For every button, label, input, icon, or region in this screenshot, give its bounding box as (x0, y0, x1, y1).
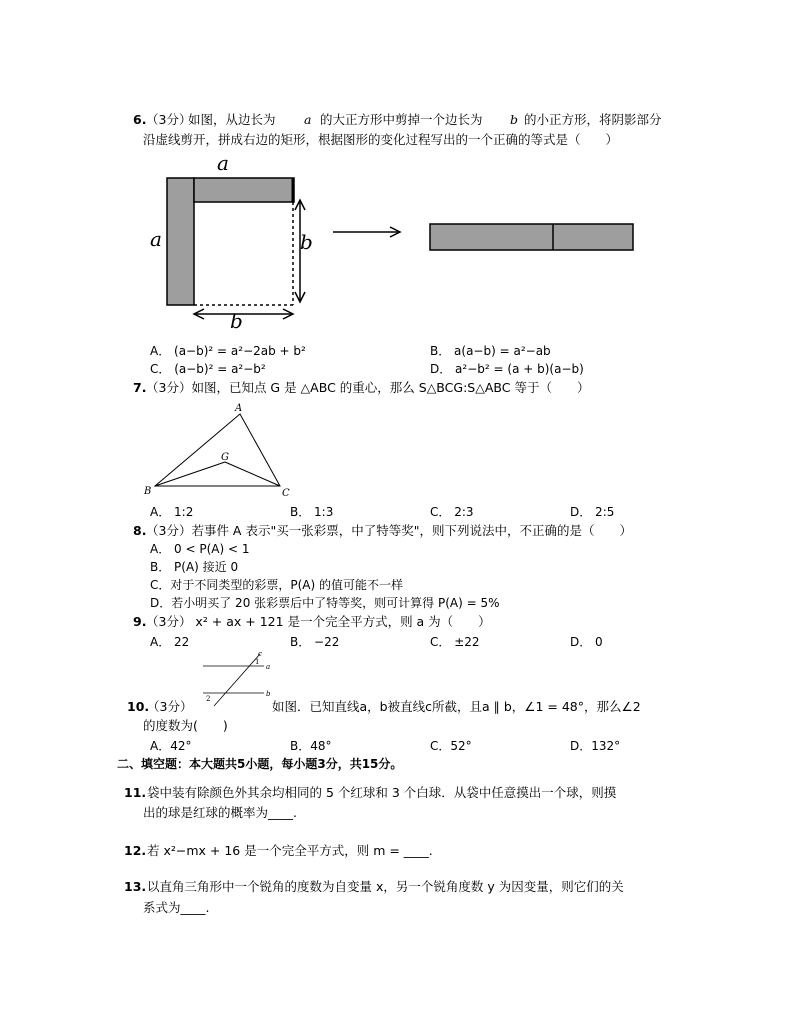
q6-option-a[interactable]: A． (a−b)² = a²−2ab + b² (150, 344, 306, 358)
q9-option-a[interactable]: A． 22 (150, 635, 190, 649)
q6-label-a-left: a (150, 227, 162, 251)
q6-label-b-bottom: b (230, 309, 243, 330)
q8-option-a[interactable]: A． 0 < P(A) < 1 (150, 542, 250, 556)
q10-option-a[interactable]: A．42° (150, 739, 192, 753)
q13-number: 13. (124, 879, 147, 894)
q9-option-d[interactable]: D． 0 (570, 635, 603, 649)
q10-text: 如图．已知直线a，b被直线c所截，且a ∥ b，∠1 = 48°，那么∠2 (272, 699, 641, 714)
q13-line1: 以直角三角形中一个锐角的度数为自变量 x，另一个锐角度数 y 为因变量，则它们的关 (147, 879, 624, 894)
q6-shaded-left-strip (167, 178, 194, 305)
q6-square-figure (140, 150, 660, 330)
q6-number: 6. (133, 112, 147, 127)
section-2-title: 二、填空题：本大题共5小题，每小题3分，共15分。 (117, 757, 403, 771)
q10-number: 10. (127, 699, 150, 714)
q7-number: 7. (133, 380, 147, 395)
q13-line2[interactable]: 系式为____. (143, 900, 210, 915)
q10-label-a: a (266, 663, 271, 671)
q10-label-1: 1 (255, 658, 260, 666)
q7-text: （3分）如图，已知点 G 是 △ABC 的重心，那么 S△BCG:S△ABC 等于（ ） (146, 380, 590, 395)
q10-text-line2: 的度数为( ) (143, 718, 228, 733)
q10-option-b[interactable]: B．48° (290, 739, 332, 753)
q6-text-line2: 沿虚线剪开，拼成右边的矩形，根据图形的变化过程写出的一个正确的等式是（ ） (143, 132, 619, 147)
q10-option-d[interactable]: D．132° (570, 739, 621, 753)
q7-triangle-figure (140, 398, 310, 500)
q9-option-c[interactable]: C． ±22 (430, 635, 480, 649)
q7-label-g: G (221, 452, 229, 463)
q6-option-d[interactable]: D． a²−b² = (a + b)(a−b) (430, 362, 584, 376)
q11-number: 11. (124, 785, 147, 800)
q8-option-d[interactable]: D．若小明买了 20 张彩票后中了特等奖，则可计算得 P(A) = 5% (150, 596, 500, 610)
q8-option-b[interactable]: B． P(A) 接近 0 (150, 560, 239, 574)
q6-label-b-right: b (300, 230, 313, 254)
q6-shaded-top-strip (194, 178, 294, 202)
q7-label-c: C (282, 488, 290, 499)
q6-var-b: b (510, 112, 519, 127)
q8-text: （3分）若事件 A 表示"买一张彩票，中了特等奖"，则下列说法中，不正确的是（ ） (146, 523, 632, 538)
q6-option-c[interactable]: C． (a−b)² = a²−b² (150, 362, 266, 376)
q7-option-d[interactable]: D． 2:5 (570, 505, 615, 519)
q6-var-a: a (304, 112, 312, 127)
q6-score: （3分） (146, 112, 192, 127)
q12-text[interactable]: 若 x²−mx + 16 是一个完全平方式，则 m = ____. (147, 843, 433, 858)
q9-text: （3分） x² + ax + 121 是一个完全平方式，则 a 为（ ） (146, 614, 491, 629)
q11-line1: 袋中装有除颜色外其余均相同的 5 个红球和 3 个白球．从袋中任意摸出一个球，则摸 (147, 785, 617, 800)
q6-rectangle-result (430, 224, 633, 250)
q6-text-1: 如图，从边长为 (188, 112, 276, 127)
q12-number: 12. (124, 843, 147, 858)
q10-score: （3分） (147, 699, 193, 714)
q6-text-3: 的小正方形，将阴影部分 (524, 112, 662, 127)
q10-label-c: c (258, 650, 262, 658)
q7-label-a: A (235, 403, 243, 414)
q6-label-a-top: a (217, 151, 229, 175)
q7-option-c[interactable]: C． 2:3 (430, 505, 474, 519)
q9-number: 9. (133, 614, 147, 629)
q10-parallel-lines-figure (200, 650, 280, 710)
q9-option-b[interactable]: B． −22 (290, 635, 340, 649)
q8-number: 8. (133, 523, 147, 538)
q7-option-a[interactable]: A． 1:2 (150, 505, 194, 519)
q10-label-b: b (266, 690, 271, 698)
q8-option-c[interactable]: C．对于不同类型的彩票，P(A) 的值可能不一样 (150, 578, 404, 592)
q7-option-b[interactable]: B． 1:3 (290, 505, 334, 519)
q6-option-b[interactable]: B． a(a−b) = a²−ab (430, 344, 551, 358)
q10-option-c[interactable]: C．52° (430, 739, 472, 753)
q11-line2[interactable]: 出的球是红球的概率为____. (143, 805, 297, 820)
q6-text-2: 的大正方形中剪掉一个边长为 (320, 112, 483, 127)
q7-label-b: B (144, 486, 152, 497)
q10-label-2: 2 (206, 695, 211, 703)
